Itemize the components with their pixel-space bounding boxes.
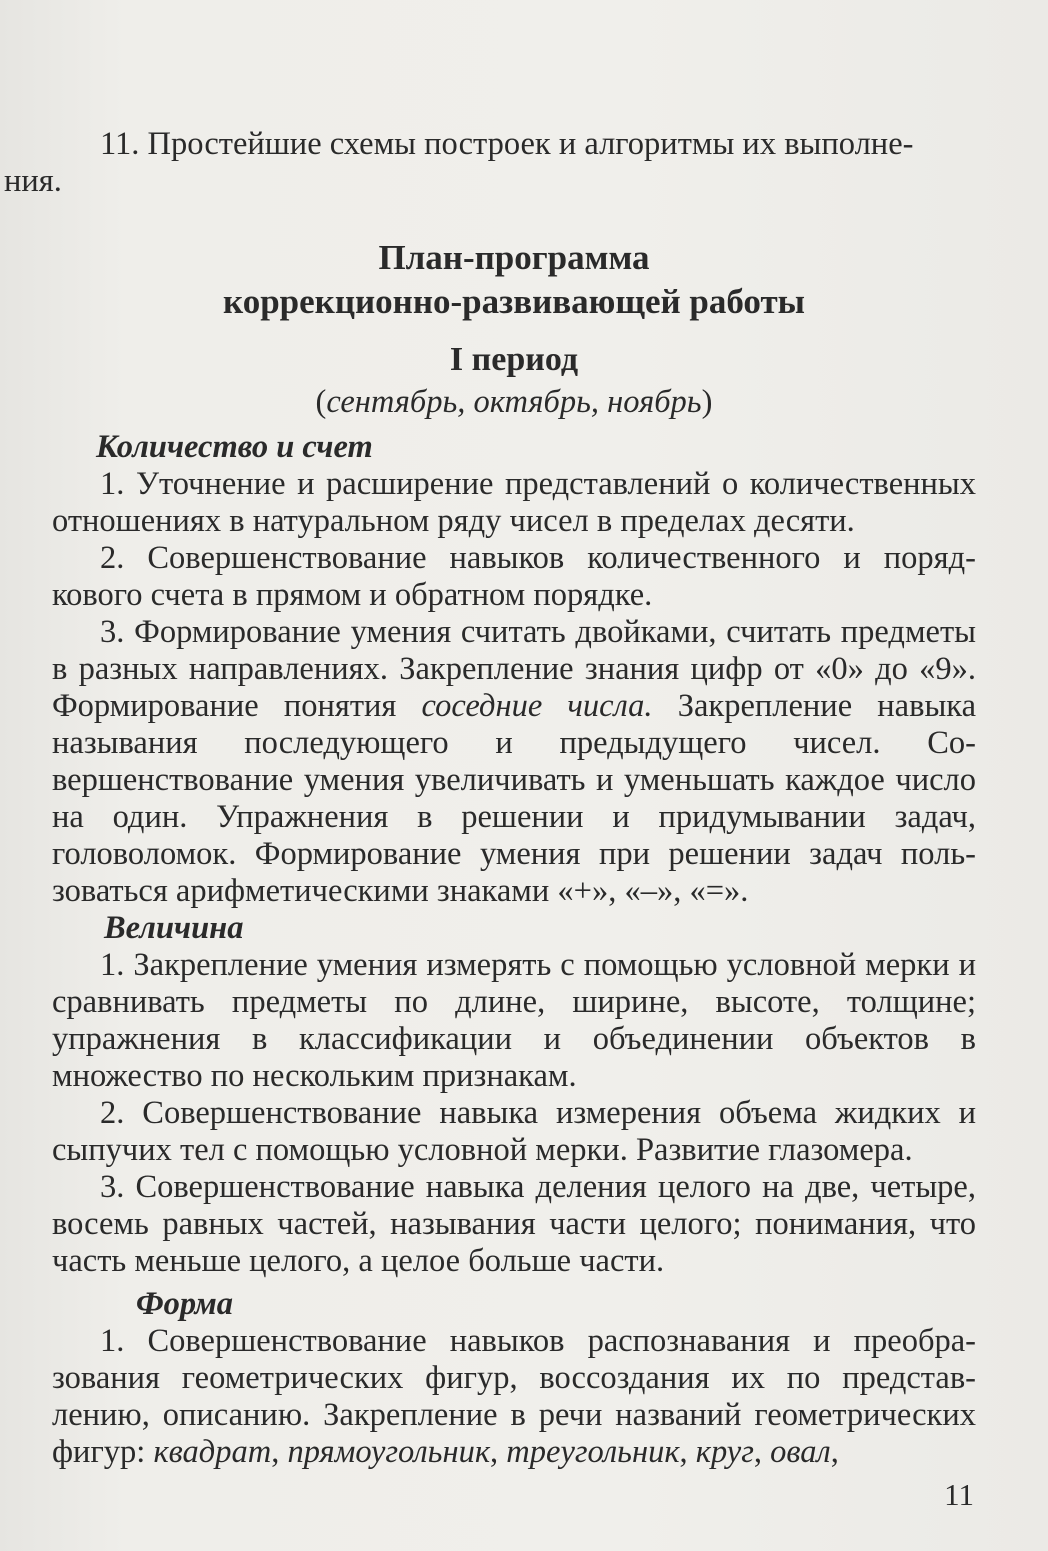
intro-line-1: 11. Простейшие схемы построек и алгоритмы их выполне- <box>100 126 914 162</box>
shape-term-oval: овал <box>770 1434 831 1470</box>
shape-paragraph-1: 1. Совершенствование навыков распознавания и преобразования геометрических фигур, воссоздания их по представлению, описанию. Закрепление в речи названий геометрических фигур: квадрат, прямоугольник, треугольник, круг, овал, <box>52 1323 976 1470</box>
quantity-paragraph-3: 3. Формирование умения считать двойками, считать предметы в разных направлениях. Закрепление знания цифр от «0» до «9». Формирование понятия соседние числа. Закрепление навыка называния последующего и предыдущего чисел. Совершенствование умения увеличивать и уменьшать каждое число на один. Упражнения в решении и придумывании задач, головоломок. Формирование умения при решении задач пользоваться арифметическими знаками «+», «–», «=». <box>52 614 976 909</box>
section-title-shape: Форма <box>136 1286 234 1322</box>
quantity-paragraph-2: 2. Совершенствование навыков количественного и порядкового счета в прямом и обратном порядке. <box>52 540 976 613</box>
document-title-line-2: коррекционно-развивающей работы <box>223 282 805 321</box>
intro-paragraph <box>4 126 976 200</box>
quantity-paragraph-1: 1. Уточнение и расширение представлений о количественных отношениях в натуральном ряду чисел в пределах десяти. <box>52 466 976 539</box>
page-body <box>4 126 976 1471</box>
period-heading: I период <box>449 341 579 378</box>
term-neighbor-numbers: соседние числа. <box>421 688 653 724</box>
magnitude-paragraph-2: 2. Совершенствование навыка измерения объема жидких и сыпучих тел с помощью условной мерки. Развитие глазомера. <box>52 1095 976 1168</box>
magnitude-paragraph-1: 1. Закрепление умения измерять с помощью условной мерки и сравнивать предметы по длине, ширине, высоте, толщине; упражнения в классификации и объединении объектов в множество по нескольким признакам. <box>52 947 976 1094</box>
shape-term-square: квадрат <box>153 1434 272 1470</box>
shape-term-rectangle: прямоугольник <box>287 1434 491 1470</box>
section-title-quantity: Количество и счет <box>96 429 373 465</box>
section-title-magnitude: Величина <box>104 910 244 946</box>
shape-term-circle: круг <box>695 1434 754 1470</box>
magnitude-paragraph-3: 3. Совершенствование навыка деления целого на две, четыре, восемь равных частей, называния части целого; понимания, что часть меньше целого, а целое больше части. <box>52 1169 976 1279</box>
intro-line-2: ния. <box>4 163 62 199</box>
period-months: (сентябрь, октябрь, ноябрь) <box>315 384 713 420</box>
document-title-line-1: План-программа <box>378 238 650 277</box>
shape-term-triangle: треугольник <box>506 1434 680 1470</box>
page-number: 11 <box>944 1477 974 1512</box>
